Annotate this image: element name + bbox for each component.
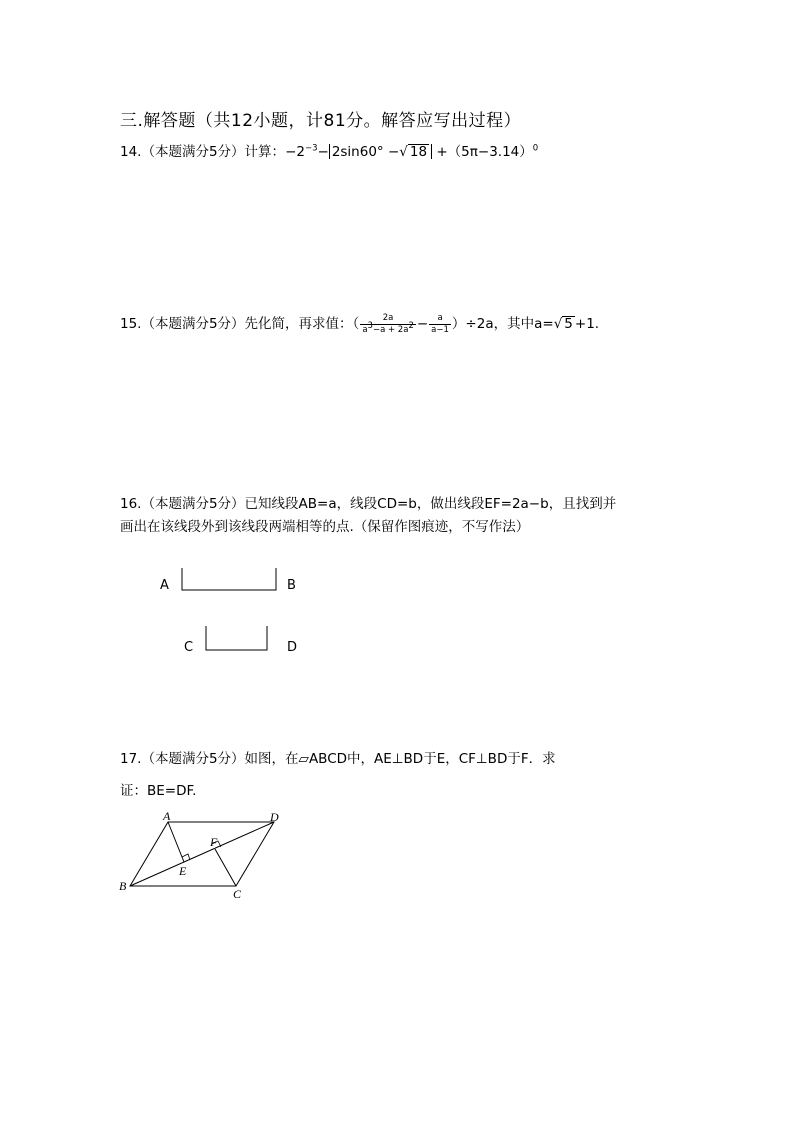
q14-radicand: 18 — [409, 144, 428, 160]
q15-frac1-num: 2a — [382, 312, 394, 323]
q14-absolute-value — [329, 144, 432, 159]
perpendicular-ae — [168, 822, 184, 862]
q15-frac1-den-a: a — [362, 324, 368, 335]
q14-exp1: −3 — [304, 143, 318, 154]
q16-line-2: 画出在该线段外到该线段两端相等的点.（保留作图痕迹，不写作法） — [120, 519, 530, 535]
q15-frac1-den-mid: −a + 2a — [372, 324, 409, 335]
section-title: 三.解答题（共12小题，计81分。解答应写出过程） — [120, 111, 522, 131]
perpendicular-cf — [215, 849, 236, 886]
q14-minus1: −2 — [285, 144, 305, 160]
q15-frac1-den — [360, 320, 416, 336]
q14-exp2: 0 — [532, 143, 539, 154]
q14-minus2: − — [317, 144, 329, 160]
q17-line-2: 证：BE=DF. — [120, 783, 197, 799]
q15-sqrt: √ 5 — [553, 316, 573, 332]
q15-radicand: 5 — [564, 316, 573, 332]
diagonal-bd — [130, 822, 274, 886]
q15-frac1-den-exp2: 2 — [408, 320, 414, 331]
label-d: D — [287, 640, 298, 655]
q15-fraction-2 — [429, 313, 451, 336]
q14-plus: +（5π−3.14） — [432, 144, 533, 160]
q15-minus: − — [416, 316, 429, 332]
figure-label-c: C — [233, 887, 242, 900]
label-b: B — [287, 578, 296, 593]
q15-frac1-den-exp1: 3 — [367, 320, 373, 331]
q15-tail: +1. — [574, 316, 600, 332]
figure-label-a: A — [163, 809, 171, 823]
q15-frac2-num: a — [437, 312, 443, 323]
label-c: C — [184, 640, 194, 655]
q14-sqrt: √ 18 — [399, 144, 428, 160]
label-a: A — [160, 578, 169, 593]
figure-label-d: D — [270, 810, 279, 824]
question-15 — [120, 312, 599, 336]
segment-cd — [206, 626, 267, 650]
question-14 — [120, 140, 538, 160]
q16-line-1: 16.（本题满分5分）已知线段AB=a，线段CD=b，做出线段EF=2a−b，且找到并 — [120, 496, 617, 512]
q15-after: ）÷2a，其中a= — [451, 316, 554, 332]
figure-label-f: F — [210, 835, 218, 849]
segments-figure — [175, 560, 285, 660]
segment-ab — [182, 568, 276, 590]
q15-frac2-den: a−1 — [431, 324, 449, 335]
q17-line-1: 17.（本题满分5分）如图，在▱ABCD中，AE⊥BD于E，CF⊥BD于F．求 — [120, 751, 556, 767]
q14-abs-text: 2sin60° — [331, 144, 384, 160]
q14-abs-minus: − — [383, 144, 400, 160]
q15-prefix: 15.（本题满分5分）先化简，再求值：（ — [120, 316, 360, 332]
q14-prefix: 14.（本题满分5分）计算： — [120, 144, 286, 160]
figure-label-b: B — [119, 879, 127, 893]
parallelogram-figure — [115, 808, 290, 900]
q15-fraction-1 — [360, 313, 416, 336]
figure-label-e: E — [179, 864, 187, 878]
